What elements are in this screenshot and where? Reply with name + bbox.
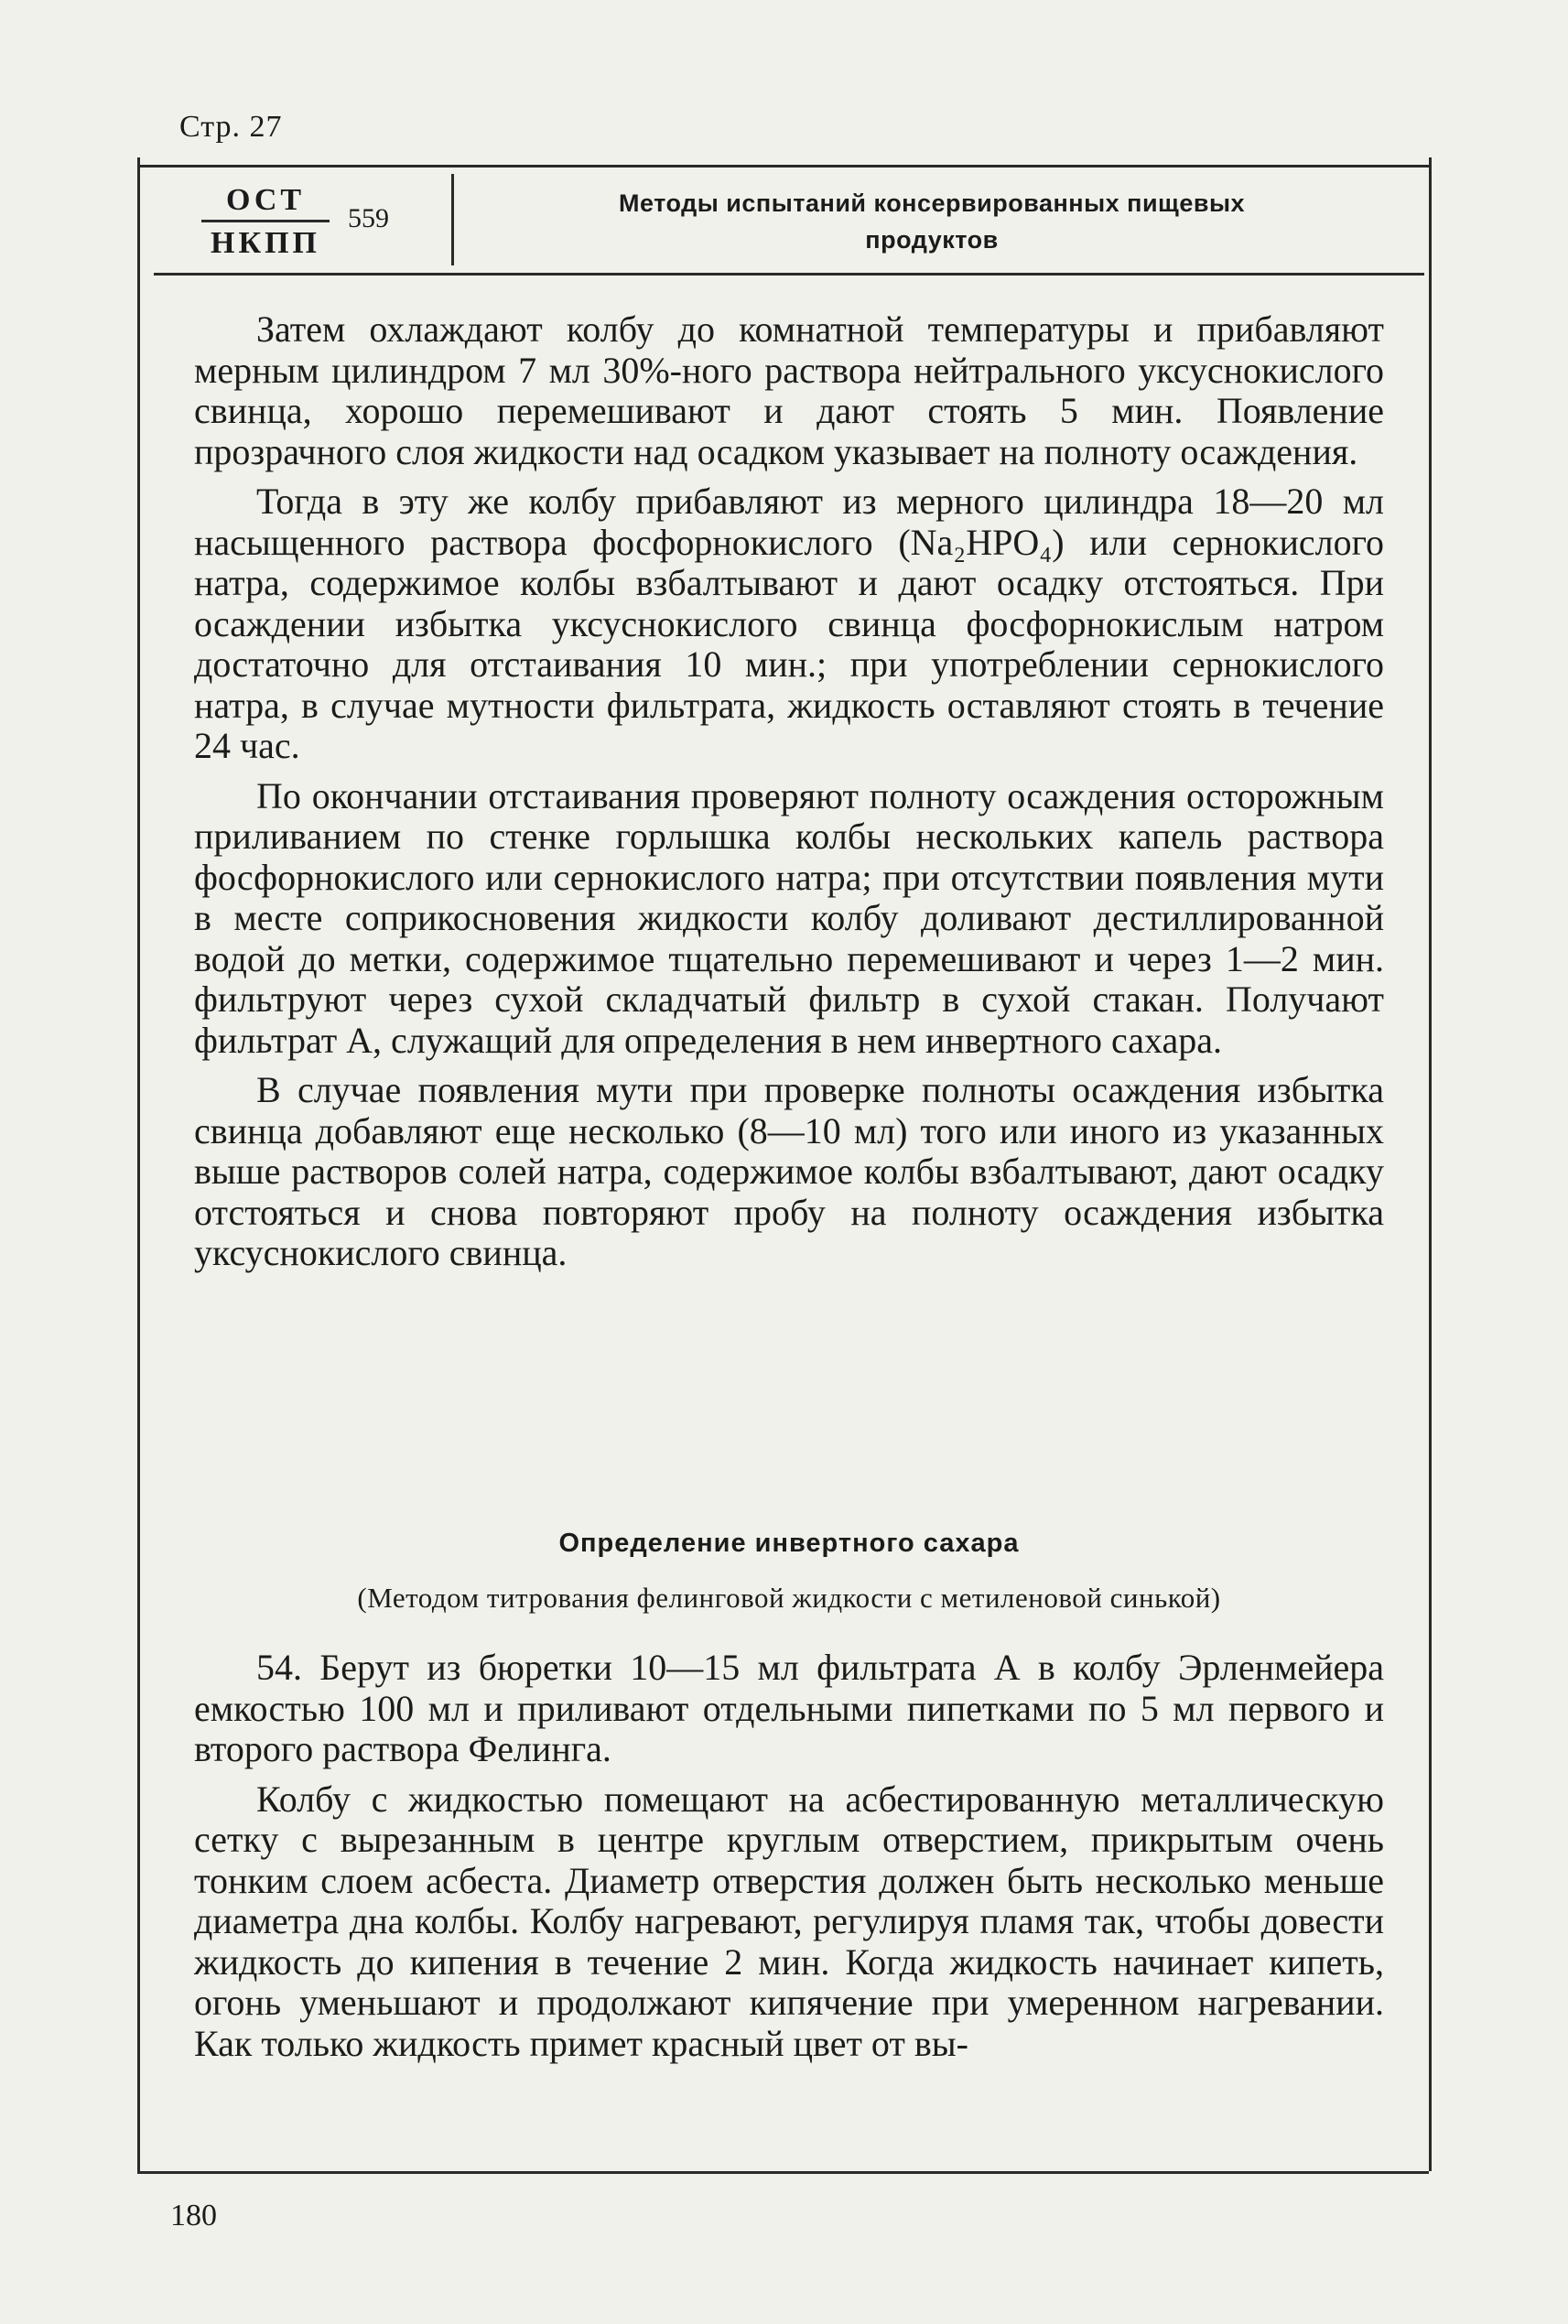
page-label: Стр. 27 [179, 110, 283, 144]
section-subtitle: (Методом титрования фелинговой жидкости с метиленовой синькой) [357, 1582, 1221, 1614]
code-number: 559 [348, 203, 389, 233]
code-fraction [201, 183, 330, 261]
paragraph: Колбу с жидкостью помещают на асбестированную металлическую сетку с вырезанным в центре круглым отверстием, прикрытым очень тонким слоем асбеста. Диаметр отверстия должен быть несколько меньше диаметра дна колбы. Колбу нагревают, регулируя пламя так, чтобы довести жидкость до кипения в течение 2 мин. Когда жидкость начинает кипеть, огонь уменьшают и продолжают кипячение при умеренном нагревании. Как только жидкость примет красный цвет от вы- [194, 1778, 1384, 2064]
frame-bottom-rule [137, 2171, 1429, 2174]
header-title-line1: Методы испытаний консервированных пищевых [618, 189, 1246, 217]
standard-code [174, 174, 449, 273]
document-header [154, 174, 1424, 276]
page-number: 180 [170, 2199, 217, 2232]
body-text-top [194, 309, 1384, 1283]
paragraph: 54. Берут из бюретки 10—15 мл фильтрата А в колбу Эрленмейера емкостью 100 мл и приливают отдельными пипетками по 5 мл первого и второго раствора Фелинга. [194, 1647, 1384, 1769]
paragraph: По окончании отстаивания проверяют полноту осаждения осторожным приливанием по стенке горлышка колбы нескольких капель раствора фосфорнокислого или сернокислого натра; при отсутствии появления мути в месте соприкосновения жидкости колбу доливают дестиллированной водой до метки, содержимое тщательно перемешивают и через 1—2 мин. фильтруют через сухой складчатый фильтр в сухой стакан. Получают фильтрат А, служащий для определения в нем инвертного сахара. [194, 774, 1384, 1061]
body-text-bottom [194, 1648, 1384, 2073]
header-title-line2: продуктов [865, 226, 999, 254]
section-title: Определение инвертного сахара [558, 1529, 1020, 1558]
code-bottom: НКПП [211, 226, 320, 260]
paragraph: В случае появления мути при проверке полноты осаждения избытка свинца добавляют еще несколько (8—10 мл) того или иного из указанных выше растворов солей натра, содержимое колбы взбалтывают, дают осадку отстояться и снова повторяют пробу на полноту осаждения избытка уксуснокислого свинца. [194, 1069, 1384, 1273]
frame-top-rule [137, 165, 1429, 168]
header-divider [451, 174, 454, 265]
paragraph: Затем охлаждают колбу до комнатной температуры и прибавляют мерным цилиндром 7 мл 30%-ного раствора нейтрального уксуснокислого свинца, хорошо перемешивают и дают стоять 5 мин. Появление прозрачного слоя жидкости над осадком указывает на полноту осаждения. [194, 308, 1384, 472]
paragraph: Тогда в эту же колбу прибавляют из мерного цилиндра 18—20 мл насыщенного раствора фосфорнокислого (Na₂HPO₄) или сернокислого натра, содержимое колбы взбалтывают и дают осадку отстояться. При осаждении избытка уксуснокислого свинца фосфорнокислым натром достаточно для отстаивания 10 мин.; при употреблении сернокислого натра, в случае мутности фильтрата, жидкость оставляют стоять в течение 24 час. [194, 481, 1384, 766]
header-title [470, 185, 1394, 258]
code-top: ОСТ [201, 183, 330, 222]
